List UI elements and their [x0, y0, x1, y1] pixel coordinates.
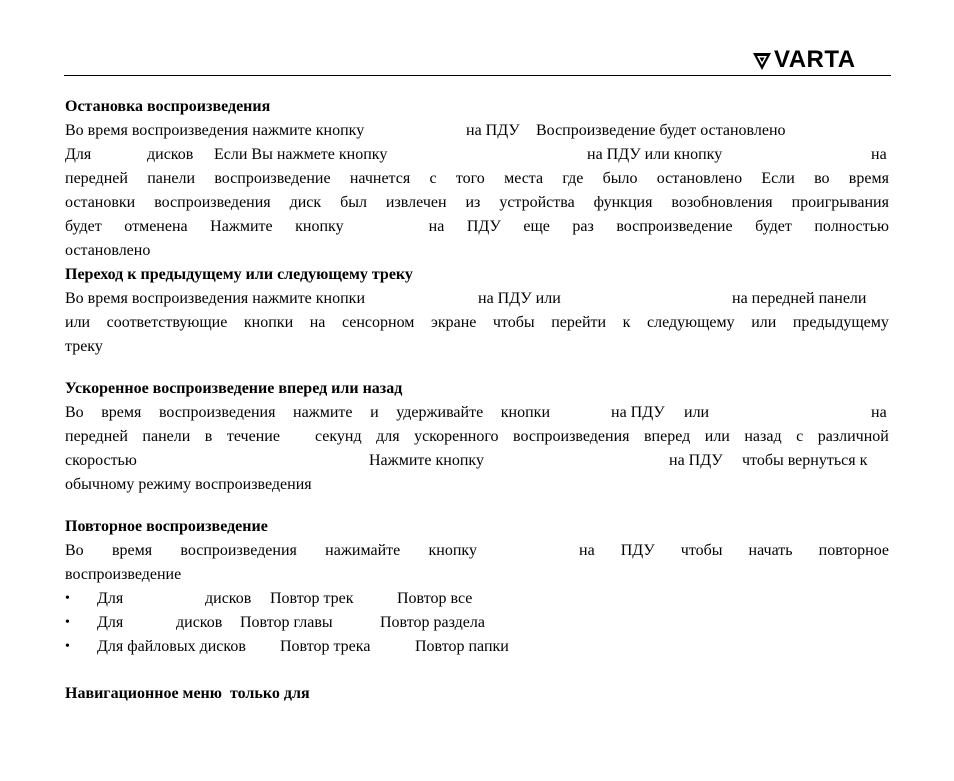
- text-segment: чтобы вернуться к: [742, 452, 868, 469]
- word: повторное: [818, 542, 889, 559]
- stop-line-4: [65, 191, 889, 215]
- word: еще: [523, 218, 550, 235]
- text-segment: Повтор папки: [415, 638, 509, 655]
- text-segment: Во время воспроизведения нажмите кнопку: [65, 122, 365, 139]
- word: время: [101, 404, 142, 421]
- word: остановки: [65, 194, 136, 211]
- stop-line-3: [65, 167, 889, 191]
- repeat-line-1-right: [579, 539, 889, 563]
- list-item: [65, 611, 889, 635]
- text-segment: дисков: [205, 590, 252, 607]
- word: того: [455, 170, 485, 187]
- section-title-repeat: Повторное воспроизведение: [65, 518, 268, 535]
- word: кнопку: [428, 542, 477, 559]
- text-segment: Повтор главы: [240, 614, 333, 631]
- track-line-2: [65, 311, 889, 335]
- text-segment: на ПДУ: [611, 404, 665, 421]
- word: кнопки: [500, 404, 550, 421]
- word: ПДУ: [466, 218, 501, 235]
- gap: [294, 425, 300, 449]
- word: будет: [755, 218, 792, 235]
- word: начнется: [349, 170, 411, 187]
- fast-line-1-left: [65, 401, 550, 425]
- word: Во: [65, 404, 84, 421]
- stop-line-1: [65, 119, 889, 143]
- fast-line-1: [65, 401, 889, 425]
- text-segment: на: [871, 146, 887, 163]
- bullet-icon: •: [65, 591, 70, 606]
- word: перейти: [551, 314, 607, 331]
- track-line-1: [65, 287, 889, 311]
- text-segment: или: [684, 404, 710, 421]
- word: остановлено: [656, 170, 743, 187]
- word: для: [376, 428, 400, 445]
- word: течение: [226, 428, 280, 445]
- word: проигрывания: [791, 194, 889, 211]
- word: извлечен: [385, 194, 447, 211]
- word: панели: [142, 428, 191, 445]
- text-segment: на ПДУ: [669, 452, 723, 469]
- word: к: [622, 314, 631, 331]
- text-segment: Повтор трека: [280, 638, 371, 655]
- section-title-track: Переход к предыдущему или следующему треку: [65, 266, 413, 283]
- word: экране: [430, 314, 477, 331]
- text-segment: Для: [65, 146, 92, 163]
- word: функция: [593, 194, 653, 211]
- word: диск: [289, 194, 322, 211]
- text-segment: дисков: [147, 146, 194, 163]
- track-line-3: треку: [65, 338, 103, 355]
- bullet-icon: •: [65, 615, 70, 630]
- word: Если: [761, 170, 795, 187]
- word: места: [504, 170, 544, 187]
- header-rule: [64, 75, 891, 76]
- word: кнопки: [243, 314, 294, 331]
- word: на: [309, 314, 326, 331]
- word: соответствующие: [106, 314, 228, 331]
- text-segment: Повтор трек: [270, 590, 354, 607]
- word: было: [602, 170, 638, 187]
- gap: [366, 215, 406, 239]
- word: или: [704, 428, 730, 445]
- word: нажмите: [293, 404, 353, 421]
- word: воспроизведение: [616, 218, 733, 235]
- word: ПДУ: [620, 542, 655, 559]
- word: удерживайте: [396, 404, 484, 421]
- fast-line-2: [65, 425, 889, 449]
- text-segment: Во время воспроизведения нажмите кнопки: [65, 290, 366, 307]
- text-segment: на передней панели: [732, 290, 867, 307]
- varta-shield-icon: [752, 51, 772, 71]
- text-segment: на ПДУ: [466, 122, 520, 139]
- word: устройства: [499, 194, 575, 211]
- word: где: [562, 170, 584, 187]
- word: вперед: [644, 428, 691, 445]
- word: был: [340, 194, 367, 211]
- word: воспроизведения: [180, 542, 297, 559]
- stop-line-5: [65, 215, 889, 239]
- word: различной: [817, 428, 889, 445]
- text-segment: Для файловых дисков: [97, 638, 246, 655]
- word: воспроизведение: [214, 170, 331, 187]
- word: или: [751, 314, 777, 331]
- word: во: [814, 170, 830, 187]
- word: на: [579, 542, 595, 559]
- text-segment: на ПДУ или: [478, 290, 561, 307]
- word: раз: [572, 218, 594, 235]
- word: воспроизведения: [158, 404, 276, 421]
- fast-line-4: обычному режиму воспроизведения: [65, 476, 312, 493]
- text-segment: Воспроизведение будет остановлено: [536, 122, 786, 139]
- word: воспроизведения: [154, 194, 271, 211]
- text-segment: дисков: [176, 614, 223, 631]
- word: сенсорном: [341, 314, 415, 331]
- text-segment: Повтор все: [397, 590, 473, 607]
- word: в: [204, 428, 213, 445]
- word: Во: [65, 542, 84, 559]
- list-item: [65, 587, 889, 611]
- word: из: [465, 194, 481, 211]
- word: секунд: [314, 428, 362, 445]
- word: передней: [65, 428, 128, 445]
- word: чтобы: [492, 314, 535, 331]
- word: будет: [65, 218, 102, 235]
- word: ускоренного: [414, 428, 499, 445]
- word: и: [370, 404, 379, 421]
- word: или: [65, 314, 91, 331]
- fast-line-3: [65, 449, 889, 473]
- word: начать: [748, 542, 793, 559]
- word: назад: [744, 428, 782, 445]
- word: время: [848, 170, 889, 187]
- word: возобновления: [671, 194, 773, 211]
- repeat-line-1-left: [65, 539, 477, 563]
- list-item: [65, 635, 889, 659]
- text-segment: Для: [97, 614, 124, 631]
- section-title-nav: Навигационное меню только для: [65, 685, 310, 702]
- repeat-line-1: [65, 539, 889, 563]
- text-segment: Повтор раздела: [380, 614, 485, 631]
- logo-text: VARTA: [774, 46, 856, 73]
- word: Нажмите: [210, 218, 273, 235]
- text-segment: Если Вы нажмете кнопку: [214, 146, 388, 163]
- text-segment: Нажмите кнопку: [369, 452, 484, 469]
- text-segment: на: [871, 404, 887, 421]
- word: нажимайте: [325, 542, 401, 559]
- word: с: [796, 428, 804, 445]
- stop-line-6: остановлено: [65, 242, 151, 259]
- word: полностью: [814, 218, 889, 235]
- text-segment: на ПДУ или кнопку: [587, 146, 723, 163]
- word: панели: [147, 170, 196, 187]
- word: следующему: [647, 314, 735, 331]
- section-title-fast: Ускоренное воспроизведение вперед или назад: [65, 380, 403, 397]
- word: воспроизведения: [513, 428, 630, 445]
- repeat-line-2: воспроизведение: [65, 566, 182, 583]
- word: с: [429, 170, 437, 187]
- text-segment: Для: [97, 590, 124, 607]
- word: передней: [65, 170, 128, 187]
- bullet-icon: •: [65, 639, 70, 654]
- word: отменена: [124, 218, 188, 235]
- word: чтобы: [680, 542, 723, 559]
- word: время: [111, 542, 153, 559]
- stop-line-2: [65, 143, 889, 167]
- text-segment: скоростью: [65, 452, 137, 469]
- word: кнопку: [295, 218, 344, 235]
- word: на: [428, 218, 445, 235]
- section-title-stop: Остановка воспроизведения: [65, 98, 271, 115]
- varta-logo: [752, 46, 892, 73]
- word: предыдущему: [792, 314, 889, 331]
